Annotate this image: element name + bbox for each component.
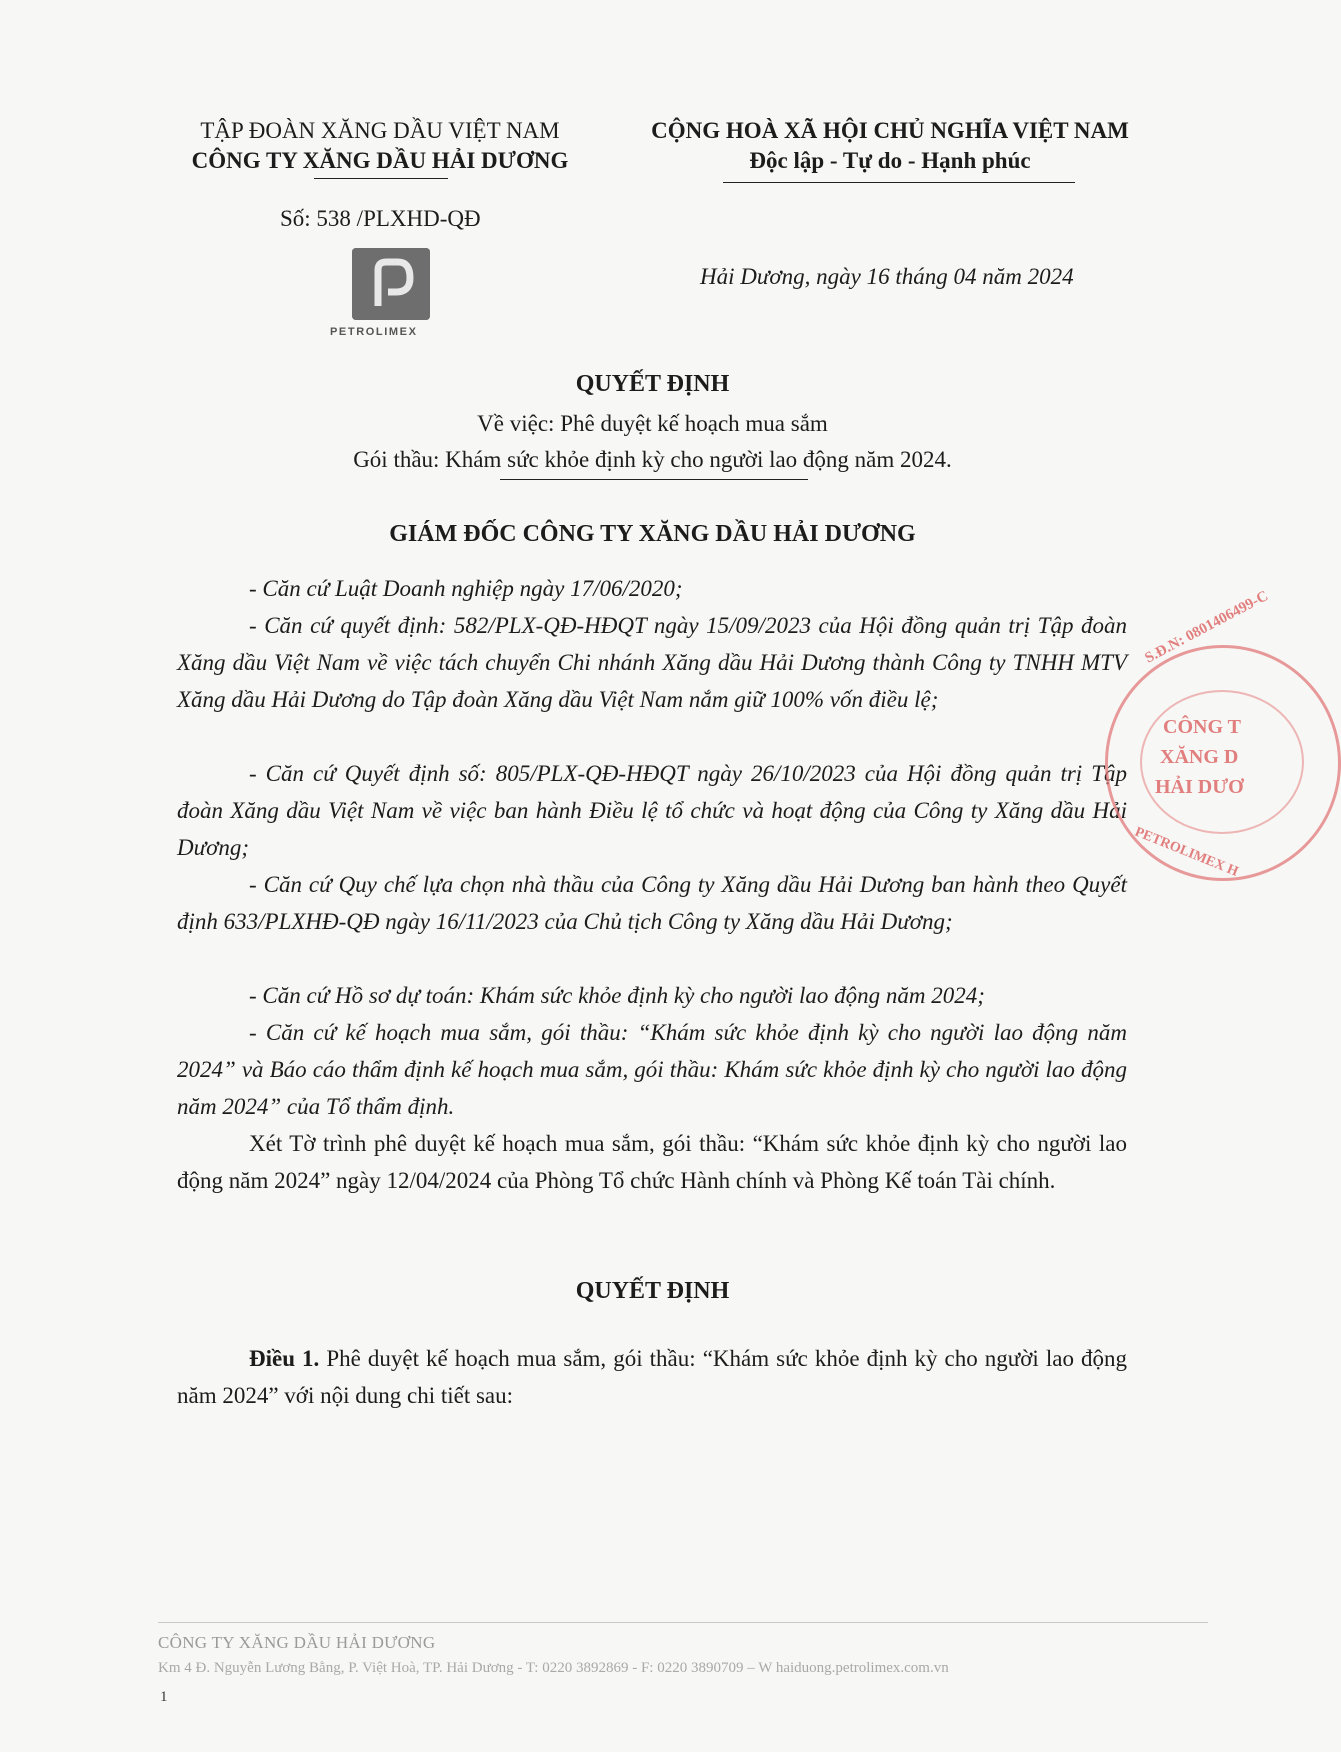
national-motto: Độc lập - Tự do - Hạnh phúc bbox=[749, 148, 1031, 173]
footer-contact: Km 4 Đ. Nguyễn Lương Bằng, P. Việt Hoà, TP. Hải Dương - T: 0220 3892869 - F: 0220 3890709 – W haiduong.petrolimex.com.vn bbox=[158, 1660, 949, 1676]
consideration-paragraph: Xét Tờ trình phê duyệt kế hoạch mua sắm, gói thầu: “Khám sức khỏe định kỳ cho người lao động năm 2024” ngày 12/04/2024 của Phòng Tổ chức Hành chính và Phòng Kế toán Tài chính. bbox=[177, 1131, 1127, 1193]
page-number: 1 bbox=[160, 1689, 168, 1705]
petrolimex-logo-icon bbox=[352, 248, 430, 320]
seal-bottom-text: PETROLIMEX H bbox=[1132, 824, 1241, 880]
legal-basis-4: - Căn cứ Quy chế lựa chọn nhà thầu của Công ty Xăng dầu Hải Dương ban hành theo Quyết định 633/PLXHĐ-QĐ ngày 16/11/2023 của Chủ tịch Công ty Xăng dầu Hải Dương; bbox=[177, 872, 1127, 934]
article-1 bbox=[177, 1340, 1127, 1414]
decision-subject-1: Về việc: Phê duyệt kế hoạch mua sắm bbox=[477, 411, 828, 436]
legal-basis-2: - Căn cứ quyết định: 582/PLX-QĐ-HĐQT ngày 15/09/2023 của Hội đồng quản trị Tập đoàn Xăng dầu Việt Nam về việc tách chuyển Chi nhánh Xăng dầu Hải Dương thành Công ty TNHH MTV Xăng dầu Hải Dương do Tập đoàn Xăng dầu Việt Nam nắm giữ 100% vốn điều lệ; bbox=[177, 613, 1127, 712]
national-motto-underline bbox=[723, 182, 1075, 183]
footer-divider bbox=[158, 1622, 1208, 1623]
document-date: Hải Dương, ngày 16 tháng 04 năm 2024 bbox=[700, 264, 1074, 289]
decision-heading: QUYẾT ĐỊNH bbox=[575, 1278, 730, 1304]
article-1-label: Điều 1. bbox=[249, 1346, 320, 1371]
seal-line-3: HẢI DƯƠ bbox=[1155, 776, 1244, 798]
ministry-name: TẬP ĐOÀN XĂNG DẦU VIỆT NAM bbox=[200, 118, 560, 143]
decision-subject-2: Gói thầu: Khám sức khỏe định kỳ cho người lao động năm 2024. bbox=[353, 447, 952, 472]
legal-basis-1: - Căn cứ Luật Doanh nghiệp ngày 17/06/2020; bbox=[249, 576, 683, 601]
legal-basis-6: - Căn cứ kế hoạch mua sắm, gói thầu: “Khám sức khỏe định kỳ cho người lao động năm 2024” và Báo cáo thẩm định kế hoạch mua sắm, gói thầu: Khám sức khỏe định kỳ cho người lao động năm 2024” của Tổ thẩm định. bbox=[177, 1020, 1127, 1119]
decision-title: QUYẾT ĐỊNH bbox=[575, 371, 730, 397]
article-1-text: Phê duyệt kế hoạch mua sắm, gói thầu: “Khám sức khỏe định kỳ cho người lao động năm 2024” với nội dung chi tiết sau: bbox=[177, 1346, 1128, 1408]
document-number: Số: 538 /PLXHD-QĐ bbox=[280, 206, 481, 231]
petrolimex-logo bbox=[352, 248, 430, 320]
subject-underline bbox=[500, 479, 808, 480]
petrolimex-logo-text: PETROLIMEX bbox=[330, 326, 418, 338]
legal-basis-5: - Căn cứ Hồ sơ dự toán: Khám sức khỏe định kỳ cho người lao động năm 2024; bbox=[249, 983, 985, 1008]
seal-registration-number: S.Đ.N: 0801406499-C bbox=[1142, 588, 1271, 667]
seal-line-1: CÔNG T bbox=[1163, 716, 1241, 738]
seal-line-2: XĂNG D bbox=[1160, 746, 1239, 768]
national-title: CỘNG HOÀ XÃ HỘI CHỦ NGHĨA VIỆT NAM bbox=[651, 118, 1129, 143]
company-name: CÔNG TY XĂNG DẦU HẢI DƯƠNG bbox=[191, 148, 569, 173]
legal-basis-3: - Căn cứ Quyết định số: 805/PLX-QĐ-HĐQT ngày 26/10/2023 của Hội đồng quản trị Tập đoàn Xăng dầu Việt Nam về việc ban hành Điều lệ tổ chức và hoạt động của Công ty Xăng dầu Hải Dương; bbox=[177, 761, 1127, 860]
footer-company: CÔNG TY XĂNG DẦU HẢI DƯƠNG bbox=[158, 1633, 436, 1652]
issuing-authority: GIÁM ĐỐC CÔNG TY XĂNG DẦU HẢI DƯƠNG bbox=[389, 521, 916, 547]
company-name-underline bbox=[314, 178, 448, 179]
